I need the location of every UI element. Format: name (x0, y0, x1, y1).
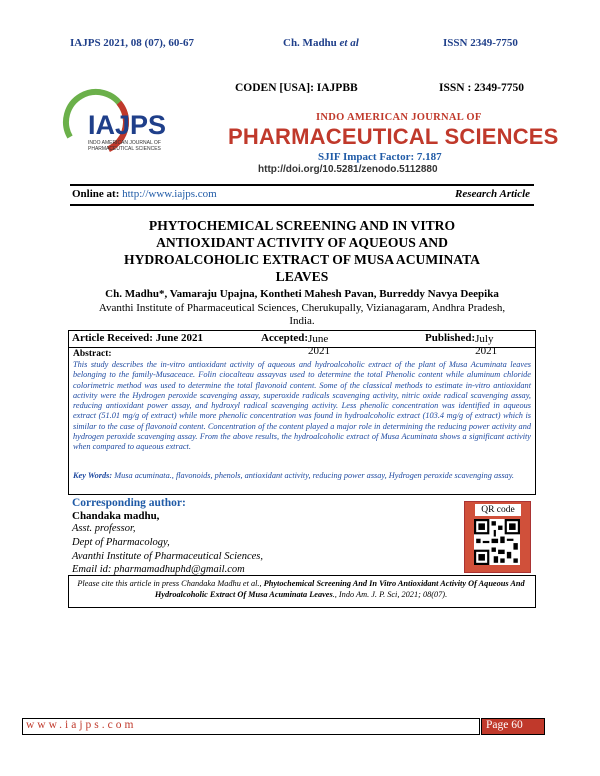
qr-label: QR code (475, 504, 521, 516)
online-line (72, 188, 217, 200)
affiliation-line-1: Avanthi Institute of Pharmaceutical Sciences, Cherukupally, Vizianagaram, Andhra Pradesh, (98, 302, 506, 314)
journal-logo (62, 82, 190, 168)
online-label: Online at: (72, 188, 120, 200)
header-issn: ISSN 2349-7750 (443, 37, 518, 49)
accepted-date: Accepted: June 2021 (261, 332, 331, 357)
logo-subtext-2: PHARMACEUTICAL SCIENCES (88, 146, 161, 152)
title-line-4: LEAVES (275, 269, 329, 284)
abstract-label: Abstract: (73, 349, 112, 359)
title-line-1: PHYTOCHEMICAL SCREENING AND IN VITRO (148, 218, 456, 233)
journal-name-small: INDO AMERICAN JOURNAL OF (316, 112, 482, 123)
affiliation (70, 302, 534, 328)
doi-link[interactable]: http://doi.org/10.5281/zenodo.5112880 (258, 164, 438, 175)
page-number: Page 60 (486, 719, 523, 731)
corresponding-dept: Dept of Pharmacology, (72, 537, 170, 548)
keywords-label: Key Words: (73, 471, 113, 480)
published-date: Published: July 2021 (425, 332, 498, 357)
journal-name-big: PHARMACEUTICAL SCIENCES (228, 124, 559, 149)
received-date: Article Received: June 2021 (72, 332, 204, 344)
site-link[interactable]: http://www.iajps.com (122, 188, 217, 200)
title-line-3: HYDROALCOHOLIC EXTRACT OF MUSA ACUMINATA (124, 252, 480, 267)
abstract-text: This study describes the in-vitro antioxidant activity of aqueous and hydroalcoholic extract of the plant of Musa Acuminata leaves belonging to the family-Musaceace. Folin ciocalteau assayvas used to determine the total Phenolic content while aluminum chloride colorimetric method was used to determine the total flavonoid content. Some of the classical methods to estimate in-vitro antioxidant activity were the Hydrogen peroxide scavenging assay, superoxide radicals scavenging activity, nitric oxide radical scavenging assay, reducing antioxidant power assay, and hydroxyl radical scavenging activity. Less phenolic concentration was identified in aqueous extract (51.01 mg/g of extract) while more phenolic concentration was found in hydroalcoholic extract (103.4 mg/g of extract) which is similar to the case of flavonoid content. Concentration of the content played a major role in determining the reducing power activity and hydrogen peroxide scavenging assay. From the above results, the hydroalcoholic extract of Musa Acuminata shows a significant activity when compared to aqueous extract. (73, 360, 531, 452)
citation-prefix: Please cite this article in press Chandaka Madhu et al., (77, 579, 262, 588)
header-author-name: Ch. Madhu (283, 37, 337, 49)
header-journal-ref: IAJPS 2021, 08 (07), 60-67 (70, 37, 195, 49)
logo-text: IAJPS (88, 110, 167, 140)
article-type: Research Article (455, 188, 531, 200)
corresponding-institute: Avanthi Institute of Pharmaceutical Sciences, (72, 551, 263, 562)
coden: CODEN [USA]: IAJPBB (235, 82, 358, 94)
qr-code-icon[interactable] (474, 519, 520, 565)
authors: Ch. Madhu*, Vamaraju Upajna, Kontheti Mahesh Pavan, Burreddy Navya Deepika (105, 288, 499, 300)
keywords (73, 471, 531, 481)
keywords-text: Musa acuminata., flavonoids, phenols, antioxidant activity, reducing power assay, Hydrogen peroxide scavenging assay. (114, 471, 514, 480)
corresponding-position: Asst. professor, (72, 523, 136, 534)
corresponding-email: Email id: pharmamadhuphd@gmail.com (72, 564, 245, 575)
citation (72, 578, 530, 600)
header-author-suffix: et al (339, 37, 359, 49)
citation-suffix: ., Indo Am. J. P. Sci, 2021; 08(07). (332, 590, 448, 599)
footer-website[interactable]: www.iajps.com (26, 719, 137, 731)
corresponding-name: Chandaka madhu, (72, 510, 160, 522)
citation-title: Phytochemical Screening And In Vitro Antioxidant Activity Of Aqueous And Hydroalcoholic Extract Of Musa Acuminata Leaves (154, 579, 525, 599)
article-title (70, 217, 534, 285)
header-author (283, 37, 359, 49)
affiliation-line-2: India. (289, 315, 315, 327)
title-line-2: ANTIOXIDANT ACTIVITY OF AQUEOUS AND (156, 235, 448, 250)
impact-factor: SJIF Impact Factor: 7.187 (318, 151, 442, 163)
logo-subtext-1: INDO AMERICAN JOURNAL OF (88, 140, 161, 146)
masthead-issn: ISSN : 2349-7750 (439, 82, 524, 94)
corresponding-label: Corresponding author: (72, 497, 186, 509)
